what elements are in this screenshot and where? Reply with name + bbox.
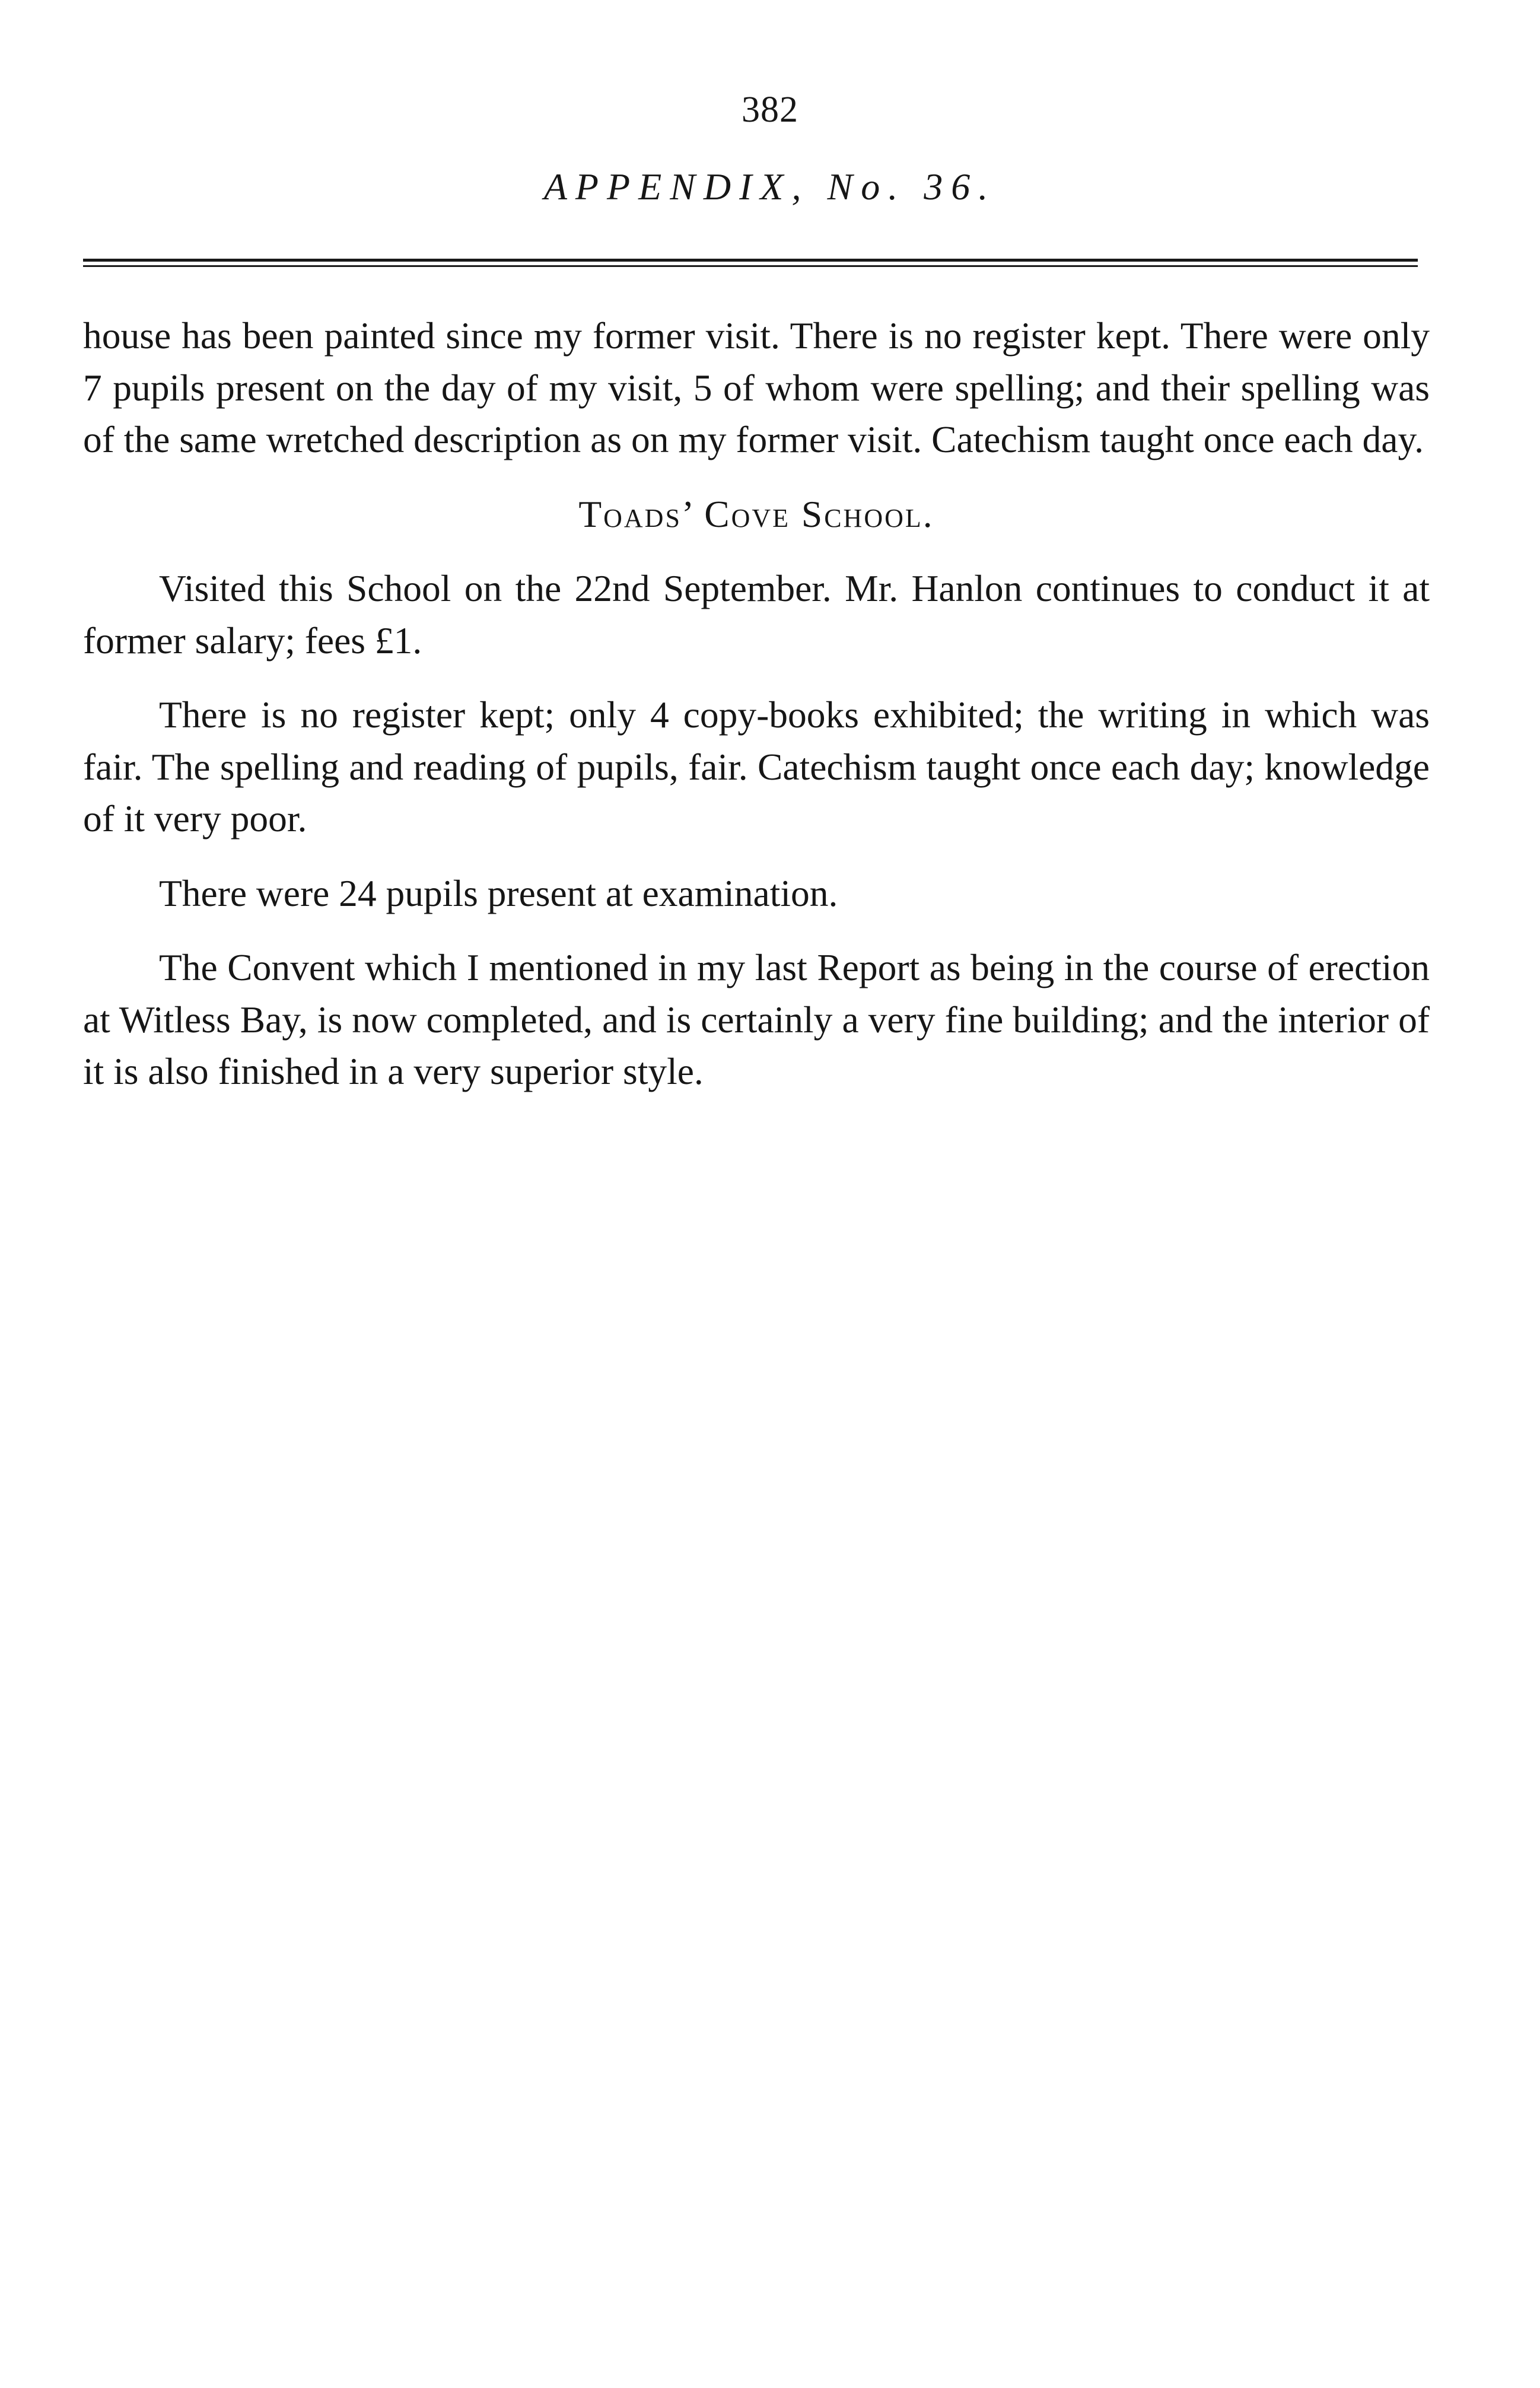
paragraph-visit: Visited this School on the 22nd September. Mr. Hanlon continues to conduct it at former salary; fees £1. [83, 567, 1430, 662]
paragraph-register: There is no register kept; only 4 copy-books exhibited; the writing in which was fair. The spelling and reading of pupils, fair. Catechism taught once each day; knowledge of it very poor. [83, 694, 1430, 840]
paragraph-pupils: There were 24 pupils present at examination. [159, 872, 838, 914]
running-head: APPENDIX, No. 36. [543, 166, 997, 208]
paragraph-convent: The Convent which I mentioned in my last Report as being in the course of erection at Witless Bay, is now completed, and is certainly a very fine building; and the interior of it is also finished in a very superior style. [83, 946, 1430, 1092]
section-heading: Toads’ Cove School. [578, 492, 934, 535]
header-rule-thick [83, 259, 1418, 262]
header-rule-thin [83, 265, 1418, 267]
page-number: 382 [742, 90, 798, 130]
continued-paragraph: house has been painted since my former visit. There is no register kept. There were only 7 pupils present on the day of my visit, 5 of whom were spelling; and their spelling was of the same wretched description as on my former visit. Catechism taught once each day. [83, 314, 1430, 460]
body-text [83, 310, 1430, 1098]
